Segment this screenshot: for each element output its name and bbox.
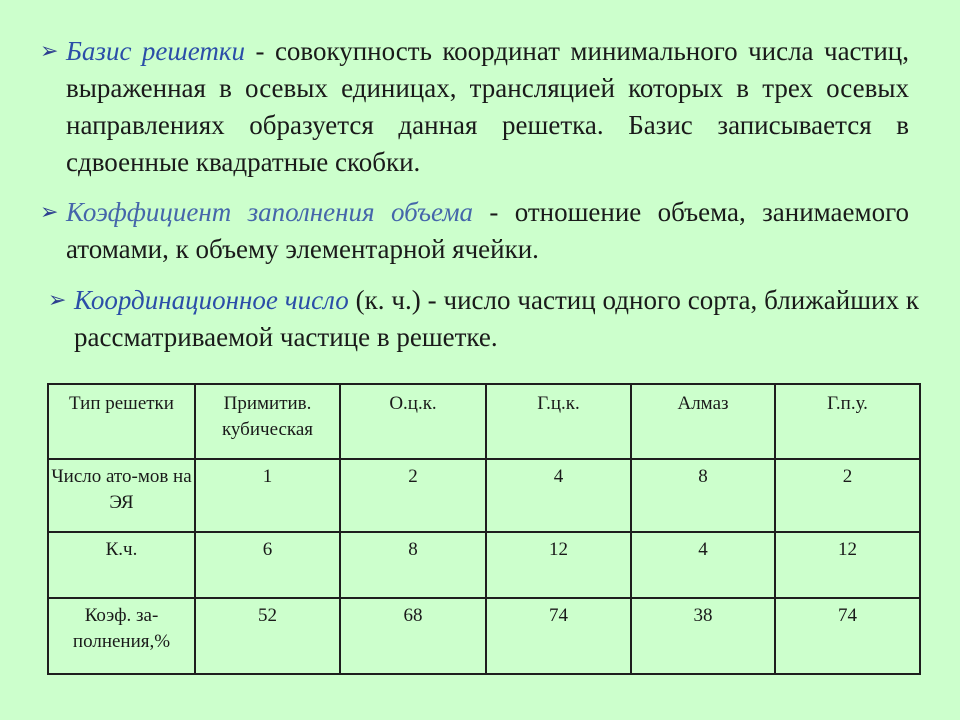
table-cell: 4 bbox=[486, 459, 631, 532]
table-cell: 38 bbox=[631, 598, 775, 674]
header-cell: Алмаз bbox=[631, 384, 775, 459]
definition-basis: - совокупность координат минимального числа частиц, выраженная в осевых единицах, трансляцией которых в трех осевых направлениях образуется данная решетка. Базис записывается в сдвоенные квадратные скобки. bbox=[66, 36, 909, 177]
table-cell: 8 bbox=[631, 459, 775, 532]
table-cell: 2 bbox=[340, 459, 486, 532]
table-cell: 2 bbox=[775, 459, 920, 532]
arrow-right-icon: ➢ bbox=[48, 288, 67, 313]
definition-coordination-number: (к. ч.) - число частиц одного сорта, ближайших к рассматриваемой частице в решетке. bbox=[74, 285, 919, 352]
header-cell: Г.п.у. bbox=[775, 384, 920, 459]
table-cell: 6 bbox=[195, 532, 340, 598]
table-cell: 12 bbox=[486, 532, 631, 598]
bullet-fill-factor bbox=[40, 194, 910, 268]
definition-fill-factor: - отношение объема, занимаемого атомами, к объему элементарной ячейки. bbox=[66, 197, 910, 264]
table-header-row bbox=[48, 384, 920, 459]
table-cell: 1 bbox=[195, 459, 340, 532]
arrow-right-icon: ➢ bbox=[40, 200, 59, 225]
table-cell: 74 bbox=[775, 598, 920, 674]
table-row bbox=[48, 532, 920, 598]
header-cell: Тип решетки bbox=[48, 384, 195, 459]
table-cell: 68 bbox=[340, 598, 486, 674]
header-cell: О.ц.к. bbox=[340, 384, 486, 459]
table-cell: 74 bbox=[486, 598, 631, 674]
header-cell: Примитив. кубическая bbox=[195, 384, 340, 459]
term-basis: Базис решетки bbox=[66, 36, 246, 66]
term-fill-factor: Коэффициент заполнения объема bbox=[66, 197, 474, 227]
table-cell: 12 bbox=[775, 532, 920, 598]
row-label: Число ато-мов на ЭЯ bbox=[48, 459, 195, 532]
row-label: К.ч. bbox=[48, 532, 195, 598]
row-label: Коэф. за-полнения,% bbox=[48, 598, 195, 674]
table-cell: 8 bbox=[340, 532, 486, 598]
table-cell: 52 bbox=[195, 598, 340, 674]
bullet-basis bbox=[40, 33, 909, 181]
table-cell: 4 bbox=[631, 532, 775, 598]
term-coordination-number: Координационное число bbox=[74, 285, 349, 315]
lattice-table bbox=[47, 383, 921, 675]
arrow-right-icon: ➢ bbox=[40, 39, 59, 64]
table-row bbox=[48, 598, 920, 674]
bullet-coordination-number bbox=[48, 282, 919, 356]
header-cell: Г.ц.к. bbox=[486, 384, 631, 459]
table-row bbox=[48, 459, 920, 532]
